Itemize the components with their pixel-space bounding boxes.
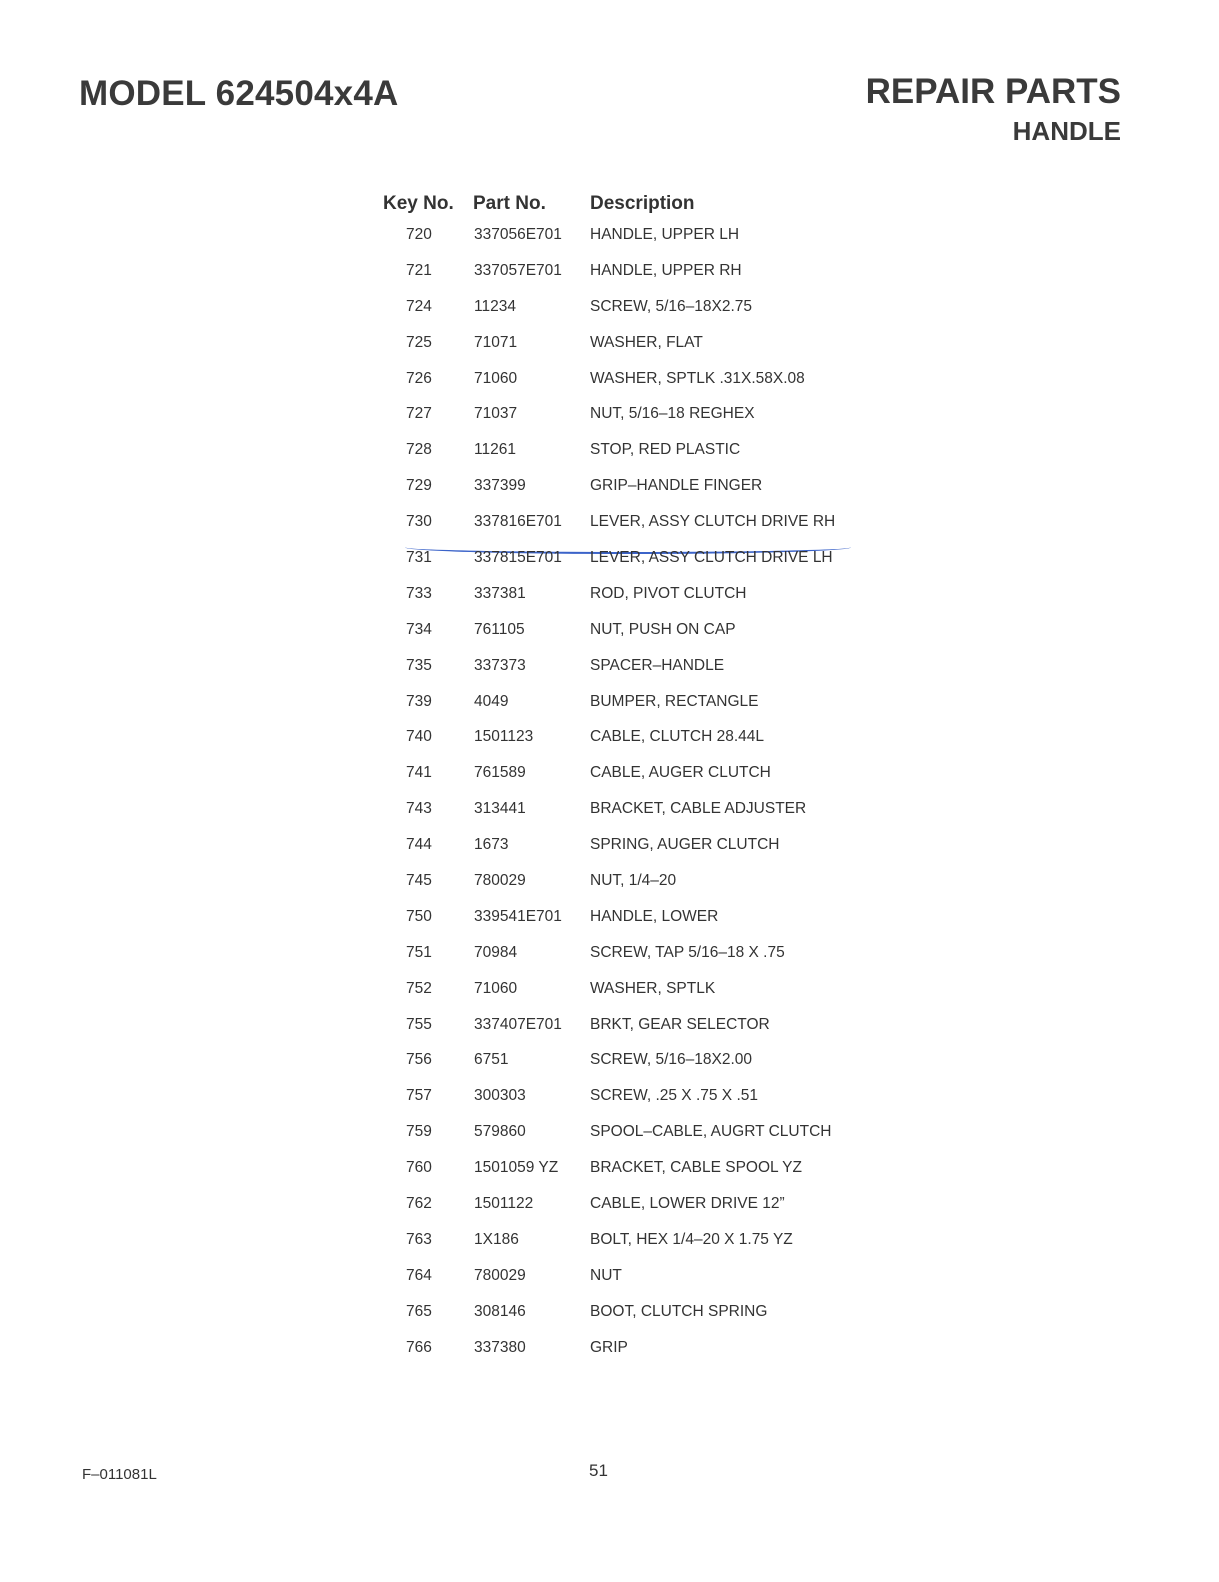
description-cell: SCREW, 5/16–18X2.75	[590, 297, 752, 315]
part-cell: 1501059 YZ	[474, 1159, 559, 1177]
part-cell: 337056E701	[474, 226, 562, 243]
description-cell: NUT, 5/16–18 REGHEX	[590, 405, 755, 423]
part-cell: 70984	[474, 943, 518, 961]
key-cell: 734	[406, 620, 432, 638]
part-cell: 71071	[474, 333, 518, 351]
table-row	[383, 1156, 863, 1192]
description-cell: CABLE, AUGER CLUTCH	[590, 764, 771, 782]
table-row	[383, 546, 863, 582]
part-cell: 337399	[474, 477, 526, 495]
description-cell: NUT	[590, 1266, 622, 1284]
part-cell: 4049	[474, 692, 509, 710]
table-row	[383, 618, 863, 654]
column-header-description: Description	[590, 193, 695, 214]
table-row	[383, 223, 863, 259]
table-row	[383, 977, 863, 1013]
description-cell: ROD, PIVOT CLUTCH	[590, 584, 747, 602]
table-row	[383, 1192, 863, 1228]
description-cell: HANDLE, UPPER LH	[590, 226, 740, 243]
description-cell: CABLE, LOWER DRIVE 12”	[590, 1195, 785, 1213]
table-row	[383, 1228, 863, 1264]
key-cell: 755	[406, 1015, 432, 1033]
description-cell: GRIP	[590, 1338, 628, 1356]
description-cell: HANDLE, LOWER	[590, 907, 719, 925]
key-cell: 766	[406, 1338, 432, 1356]
table-row	[383, 761, 863, 797]
part-cell: 11234	[474, 297, 516, 315]
table-row	[383, 510, 863, 546]
part-cell: 300303	[474, 1087, 526, 1105]
table-row	[383, 402, 863, 438]
part-cell: 337407E701	[474, 1015, 562, 1033]
key-cell: 730	[406, 513, 432, 531]
table-row	[383, 1013, 863, 1049]
part-cell: 11261	[474, 441, 516, 459]
part-cell: 579860	[474, 1123, 526, 1141]
part-cell: 337381	[474, 584, 526, 602]
description-cell: BRACKET, CABLE ADJUSTER	[590, 800, 807, 818]
table-row	[383, 1300, 863, 1336]
column-header-part-no: Part No.	[473, 193, 546, 214]
key-cell: 757	[406, 1087, 432, 1105]
part-cell: 337815E701	[474, 549, 562, 567]
table-body	[383, 223, 863, 1372]
description-cell: SCREW, 5/16–18X2.00	[590, 1051, 752, 1069]
part-cell: 337057E701	[474, 261, 562, 279]
description-cell: BUMPER, RECTANGLE	[590, 692, 759, 710]
key-cell: 756	[406, 1051, 432, 1069]
page-number: 51	[589, 1461, 608, 1480]
table-row	[383, 438, 863, 474]
description-cell: WASHER, FLAT	[590, 333, 703, 351]
table-row	[383, 869, 863, 905]
description-cell: STOP, RED PLASTIC	[590, 441, 741, 459]
key-cell: 731	[406, 549, 432, 567]
description-cell: BOOT, CLUTCH SPRING	[590, 1302, 768, 1320]
part-cell: 6751	[474, 1051, 509, 1069]
description-cell: WASHER, SPTLK	[590, 979, 716, 997]
description-cell: SPOOL–CABLE, AUGRT CLUTCH	[590, 1123, 832, 1141]
part-cell: 1X186	[474, 1230, 519, 1248]
key-cell: 745	[406, 872, 432, 890]
part-cell: 1673	[474, 836, 509, 854]
description-cell: NUT, 1/4–20	[590, 872, 677, 890]
key-cell: 750	[406, 907, 432, 925]
table-row	[383, 1264, 863, 1300]
table-row	[383, 905, 863, 941]
part-cell: 308146	[474, 1302, 526, 1320]
part-cell: 761589	[474, 764, 526, 782]
description-cell: LEVER, ASSY CLUTCH DRIVE LH	[590, 549, 833, 567]
part-cell: 337380	[474, 1338, 526, 1356]
part-cell: 71060	[474, 369, 518, 387]
key-cell: 728	[406, 441, 432, 459]
table-row	[383, 331, 863, 367]
key-cell: 762	[406, 1195, 432, 1213]
table-row	[383, 797, 863, 833]
table-row	[383, 690, 863, 726]
description-cell: BOLT, HEX 1/4–20 X 1.75 YZ	[590, 1230, 793, 1248]
description-cell: SCREW, .25 X .75 X .51	[590, 1087, 758, 1105]
part-cell: 780029	[474, 872, 526, 890]
description-cell: SCREW, TAP 5/16–18 X .75	[590, 943, 785, 961]
description-cell: WASHER, SPTLK .31X.58X.08	[590, 369, 805, 387]
key-cell: 729	[406, 477, 432, 495]
key-cell: 733	[406, 584, 432, 602]
part-cell: 1501122	[474, 1195, 534, 1213]
description-cell: HANDLE, UPPER RH	[590, 261, 742, 279]
model-title: MODEL 624504x4A	[79, 74, 399, 113]
section-title: REPAIR PARTS	[865, 72, 1121, 111]
description-cell: LEVER, ASSY CLUTCH DRIVE RH	[590, 513, 836, 531]
key-cell: 751	[406, 943, 432, 961]
key-cell: 764	[406, 1266, 432, 1284]
table-row	[383, 1336, 863, 1372]
form-code: F–011081L	[82, 1466, 157, 1483]
description-cell: GRIP–HANDLE FINGER	[590, 477, 763, 495]
description-cell: SPRING, AUGER CLUTCH	[590, 836, 780, 854]
key-cell: 735	[406, 656, 432, 674]
part-cell: 780029	[474, 1266, 526, 1284]
description-cell: BRKT, GEAR SELECTOR	[590, 1015, 770, 1033]
key-cell: 752	[406, 979, 432, 997]
table-row	[383, 725, 863, 761]
table-row	[383, 474, 863, 510]
key-cell: 759	[406, 1123, 432, 1141]
table-row	[383, 582, 863, 618]
key-cell: 743	[406, 800, 432, 818]
part-cell: 71060	[474, 979, 518, 997]
table-row	[383, 1120, 863, 1156]
description-cell: BRACKET, CABLE SPOOL YZ	[590, 1159, 802, 1177]
table-row	[383, 259, 863, 295]
part-cell: 1501123	[474, 728, 534, 746]
description-cell: SPACER–HANDLE	[590, 656, 725, 674]
part-cell: 71037	[474, 405, 518, 423]
table-row	[383, 654, 863, 690]
key-cell: 741	[406, 764, 432, 782]
key-cell: 724	[406, 297, 432, 315]
part-cell: 761105	[474, 620, 525, 638]
table-row	[383, 1084, 863, 1120]
table-row	[383, 1048, 863, 1084]
key-cell: 740	[406, 728, 432, 746]
key-cell: 763	[406, 1230, 432, 1248]
key-cell: 721	[406, 261, 432, 279]
table-row	[383, 295, 863, 331]
part-cell: 313441	[474, 800, 526, 818]
key-cell: 720	[406, 226, 432, 243]
table-row	[383, 941, 863, 977]
key-cell: 739	[406, 692, 432, 710]
part-cell: 337816E701	[474, 513, 562, 531]
key-cell: 726	[406, 369, 432, 387]
part-cell: 339541E701	[474, 907, 562, 925]
description-cell: CABLE, CLUTCH 28.44L	[590, 728, 765, 746]
key-cell: 744	[406, 836, 432, 854]
table-header	[383, 193, 863, 223]
key-cell: 760	[406, 1159, 432, 1177]
part-cell: 337373	[474, 656, 526, 674]
parts-table	[383, 193, 863, 1372]
section-subtitle: HANDLE	[1012, 116, 1121, 146]
key-cell: 765	[406, 1302, 432, 1320]
table-row	[383, 367, 863, 403]
key-cell: 725	[406, 333, 432, 351]
column-header-key-no: Key No.	[383, 193, 454, 214]
table-row	[383, 833, 863, 869]
key-cell: 727	[406, 405, 432, 423]
description-cell: NUT, PUSH ON CAP	[590, 620, 736, 638]
